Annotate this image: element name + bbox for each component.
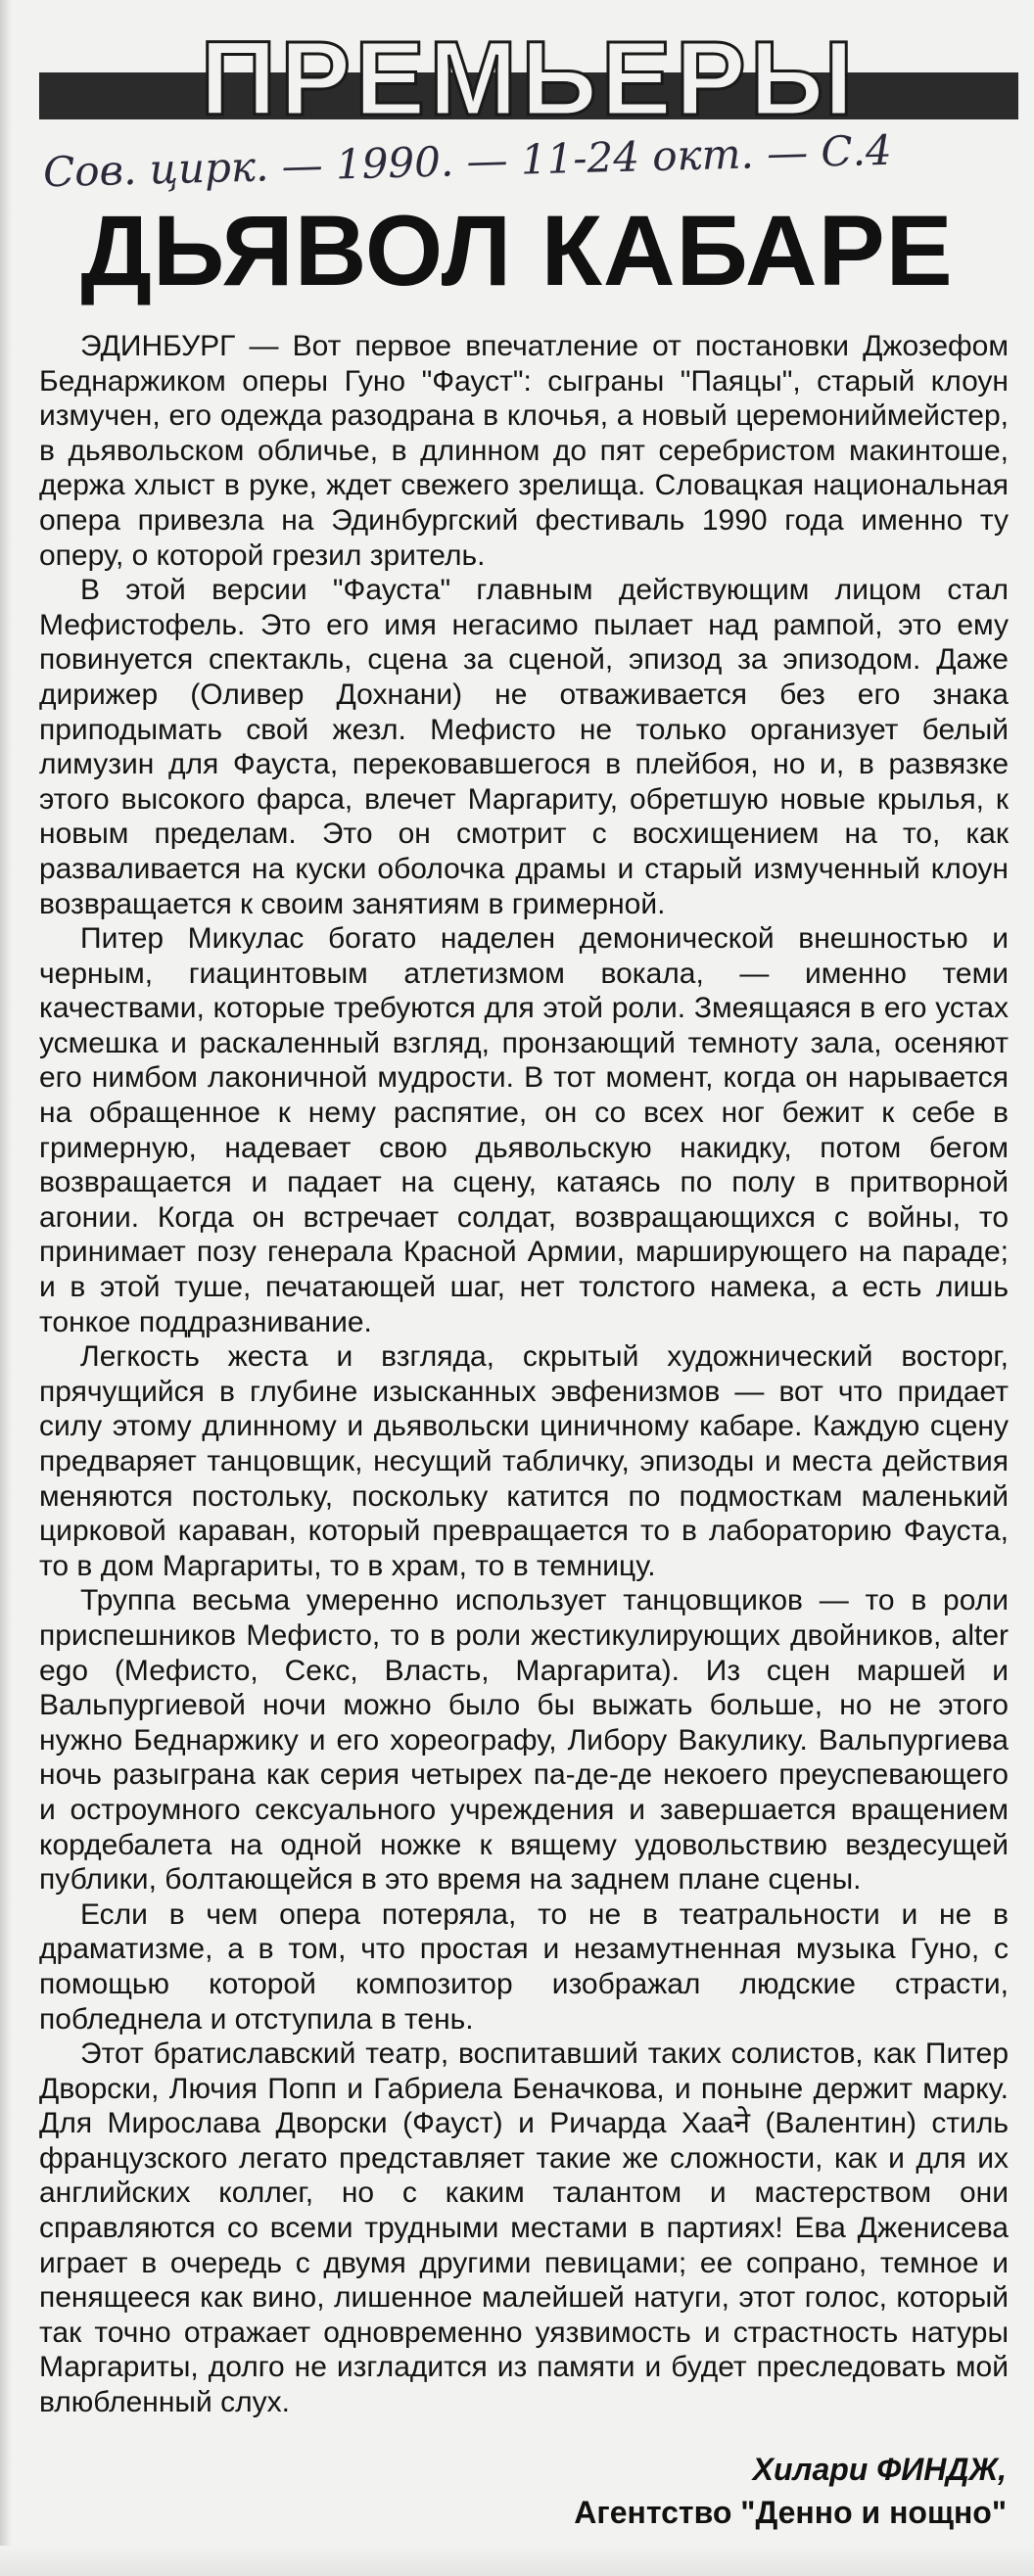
rubric-title: ПРЕМЬЕРЫ: [200, 19, 858, 137]
paper-bottom-shadow: [0, 2546, 1034, 2576]
rubric-banner: [39, 19, 1018, 137]
agency-name: Агентство "Денно и нощно": [574, 2495, 1007, 2530]
author-name: Хилари ФИНДЖ,: [752, 2452, 1007, 2487]
article-body: [39, 329, 1009, 2420]
paragraph: Легкость жеста и взгляда, скрытый художнический восторг, прячущийся в глубине изысканных эвфенизмов — вот что придает силу этому длинному и дьявольски циничному кабаре. Каждую сцену предваряет танцовщик, несущий табличку, эпизоды и места действия меняются постольку, поскольку катится по подмосткам маленький цирковой караван, который превращается то в лабораторию Фауста, то в дом Маргариты, то в храм, то в темницу.: [39, 1340, 1009, 1582]
article-headline: ДЬЯВОЛ КАБАРЕ: [80, 195, 954, 306]
byline: [574, 2448, 1007, 2534]
paragraph: Питер Микулас богато наделен демонической внешностью и черным, гиацинтовым атлетизмом вокала, — именно теми качествами, которые требуются для этой роли. Змеящаяся в его устах усмешка и раскаленный взгляд, пронзающий темноту зала, осеняют его нимбом лаконичной мудрости. В тот момент, когда он нарывается на обращенное к нему распятие, он со всех ног бежит к себе в гримерную, надевает свою дьявольскую накидку, потом бегом возвращается и падает на сцену, катаясь по полу в притворной агонии. Когда он встречает солдат, возвращающихся с войны, то принимает позу генерала Красной Армии, марширующего на параде; и в этой туше, печатающей шаг, нет толстого намека, а есть лишь тонкое поддразнивание.: [39, 922, 1009, 1338]
paragraph: Труппа весьма умеренно использует танцовщиков — то в роли приспешников Мефисто, то в роли жестикулирующих двойников, alter ego (Мефисто, Секс, Власть, Маргарита). Из сцен маршей и Вальпургиевой ночи можно было бы выжать больше, но не этого нужно Беднаржику и его хореографу, Либору Вакулику. Вальпургиева ночь разыграна как серия четырех па-де-де некоего преуспевающего и остроумного сексуального учреждения и завершается вращением кордебалета на одной ножке к вящему удовольствию вездесущей публики, болтающейся в это время на заднем плане сцены.: [39, 1584, 1009, 1897]
handwritten-source-note: Сов. цирк. — 1990. — 11-24 окт. — С.4: [42, 125, 893, 197]
paragraph: Этот братиславский театр, воспитавший таких солистов, как Питер Дворски, Лючия Попп и Габриела Беначкова, и поныне держит марку. Для Мирослава Дворски (Фауст) и Ричарда Хааने (Валентин) стиль французского легато представляет такие же сложности, как и для их английских коллег, но с каким талантом и мастерством они справляются со всеми трудными местами в партиях! Ева Дженисева играет в очередь с двумя другими певицами; ее сопрано, темное и пенящееся как вино, лишенное малейшей натуги, этот голос, который так точно отражает одновременно уязвимость и страстность натуры Маргариты, долго не изгладится из памяти и будет преследовать мой влюбленный слух.: [39, 2037, 1009, 2419]
paragraph: Если в чем опера потеряла, то не в театральности и не в драматизме, а в том, что простая и незамутненная музыка Гуно, с помощью которой композитор изображал людские страсти, побледнела и отступила в тень.: [39, 1897, 1009, 2036]
paragraph: В этой версии "Фауста" главным действующим лицом стал Мефистофель. Это его имя негасимо пылает над рампой, это ему повинуется спектакль, сцена за сценой, эпизод за эпизодом. Даже дирижер (Оливер Дохнани) не отваживается без его знака приподымать свой жезл. Мефисто не только организует белый лимузин для Фауста, перековавшегося в плейбоя, но и, в развязке этого высокого фарса, влечет Маргариту, обретшую новые крылья, к новым пределам. Это он смотрит с восхищением на то, как разваливается на куски оболочка драмы и старый измученный клоун возвращается к своим занятиям в гримерной.: [39, 574, 1009, 920]
paragraph: ЭДИНБУРГ — Вот первое впечатление от постановки Джозефом Беднаржиком оперы Гуно "Фауст": сыграны "Паяцы", старый клоун измучен, его одежда разодрана в клочья, а новый церемониймейстер, в дьявольском обличье, в длинном до пят серебристом макинтоше, держа хлыст в руке, ждет свежего зрелища. Словацкая национальная опера привезла на Эдинбургский фестиваль 1990 года именно ту оперу, о которой грезил зритель.: [39, 330, 1009, 572]
paper-edge-shadow: [0, 0, 12, 2576]
